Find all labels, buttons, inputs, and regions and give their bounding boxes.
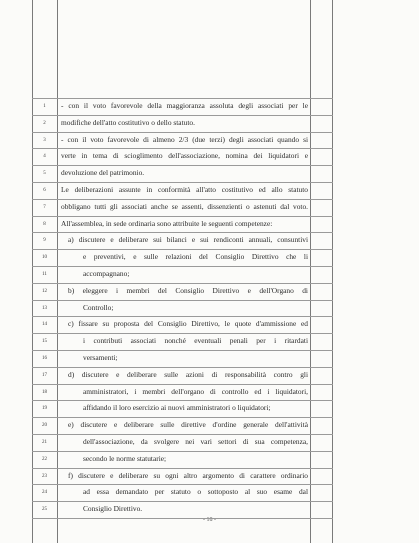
line-row xyxy=(32,434,333,451)
ruled-line xyxy=(32,400,333,401)
ruled-lines xyxy=(32,98,333,518)
line-text: devoluzione del patrimonio. xyxy=(61,168,145,178)
line-row xyxy=(32,367,333,384)
line-text: Le deliberazioni assunte in conformità all'atto costitutivo ed allo statuto xyxy=(61,184,308,194)
line-row xyxy=(32,249,333,266)
line-text: a) discutere e deliberare sui bilanci e sui rendiconti annuali, consuntivi xyxy=(68,235,308,245)
ruled-line xyxy=(32,417,333,418)
line-number: 19 xyxy=(42,406,47,412)
ruled-line xyxy=(32,501,333,502)
ruled-line xyxy=(32,98,333,99)
ruled-line xyxy=(32,333,333,334)
line-text: modifiche dell'atto costitutivo o dello statuto. xyxy=(61,117,195,127)
ruled-line xyxy=(32,518,333,519)
line-row xyxy=(32,232,333,249)
line-number: 16 xyxy=(42,355,47,361)
ruled-line xyxy=(32,182,333,183)
ruled-line xyxy=(32,367,333,368)
line-row xyxy=(32,115,333,132)
line-text: affidando il loro esercizio ai nuovi amministratori o liquidatori; xyxy=(83,403,271,413)
ruled-line xyxy=(32,165,333,166)
line-text: secondo le norme statutarie; xyxy=(83,453,167,463)
line-number: 20 xyxy=(42,423,47,429)
ruled-line xyxy=(32,132,333,133)
line-row xyxy=(32,417,333,434)
line-text: All'assemblea, in sede ordinaria sono attribuite le seguenti competenze: xyxy=(61,218,273,228)
line-number: 9 xyxy=(43,238,46,244)
line-row xyxy=(32,148,333,165)
line-row xyxy=(32,165,333,182)
line-number: 1 xyxy=(43,104,46,109)
line-text: Controllo; xyxy=(83,302,114,312)
line-text: c) fissare su proposta del Consiglio Direttivo, le quote d'ammissione ed xyxy=(68,319,308,329)
line-row xyxy=(32,216,333,233)
line-row xyxy=(32,468,333,485)
line-text: dell'associazione, da svolgere nei vari settori di sua competenza, xyxy=(83,436,308,446)
line-row xyxy=(32,484,333,501)
line-row xyxy=(32,283,333,300)
ruled-line xyxy=(32,148,333,149)
line-text: versamenti; xyxy=(83,352,118,362)
line-row xyxy=(32,501,333,518)
line-text: ad essa demandato per statuto o sottoposto al suo esame dal xyxy=(83,487,308,497)
line-number: 3 xyxy=(43,137,46,143)
ruled-line xyxy=(32,216,333,217)
line-text: e preventivi, e sulle relazioni del Consiglio Direttivo che li xyxy=(83,252,308,262)
line-number: 10 xyxy=(42,255,47,261)
line-number: 24 xyxy=(42,490,47,496)
line-text: Consiglio Direttivo. xyxy=(83,504,143,514)
ruled-line xyxy=(32,300,333,301)
ruled-line xyxy=(32,384,333,385)
line-number: 15 xyxy=(42,339,47,345)
line-row xyxy=(32,132,333,149)
line-number: 23 xyxy=(42,473,47,479)
line-number: 25 xyxy=(42,507,47,513)
line-row xyxy=(32,333,333,350)
ruled-line xyxy=(32,199,333,200)
ruled-line xyxy=(32,316,333,317)
ruled-line xyxy=(32,468,333,469)
line-row xyxy=(32,266,333,283)
ruled-line xyxy=(32,283,333,284)
line-number: 21 xyxy=(42,439,47,445)
line-number: 12 xyxy=(42,288,47,294)
line-number: 7 xyxy=(43,204,46,210)
line-number: 14 xyxy=(42,322,47,328)
line-row xyxy=(32,316,333,333)
line-number: 13 xyxy=(42,305,47,311)
line-text: accompagnano; xyxy=(83,268,130,278)
line-text: d) discutere e deliberare sulle azioni di responsabilità contro gli xyxy=(68,369,308,379)
line-row xyxy=(32,300,333,317)
line-text: - con il voto favorevole della maggioranza assoluta degli associati per le xyxy=(61,101,308,110)
line-text: amministratori, i membri dell'organo di controllo ed i liquidatori, xyxy=(83,386,308,396)
line-number: 5 xyxy=(43,171,46,177)
line-text: b) eleggere i membri del Consiglio Direttivo e dell'Organo di xyxy=(68,285,308,295)
ruled-line xyxy=(32,115,333,116)
line-row xyxy=(32,98,333,115)
ruled-line xyxy=(32,484,333,485)
line-number: 18 xyxy=(42,389,47,395)
line-row xyxy=(32,451,333,468)
ruled-line xyxy=(32,232,333,233)
line-row xyxy=(32,199,333,216)
line-number: 17 xyxy=(42,372,47,378)
ruled-line xyxy=(32,451,333,452)
ruled-line xyxy=(32,434,333,435)
line-number: 22 xyxy=(42,456,47,462)
line-number: 6 xyxy=(43,187,46,193)
line-text: e) discutere e deliberare sulle direttive d'ordine generale dell'attività xyxy=(68,420,308,430)
page-number: - 18 - xyxy=(203,517,216,523)
line-text: i contributi associati nonché eventuali penali per i ritardati xyxy=(83,336,308,346)
ruled-line xyxy=(32,249,333,250)
line-number: 11 xyxy=(42,271,47,277)
line-row xyxy=(32,182,333,199)
line-row xyxy=(32,350,333,367)
line-text: - con il voto favorevole di almeno 2/3 (due terzi) degli associati quando si xyxy=(61,134,308,144)
line-number: 2 xyxy=(43,120,46,126)
line-text: verte in tema di scioglimento dell'associazione, nomina dei liquidatori e xyxy=(61,151,308,161)
ruled-line xyxy=(32,350,333,351)
ruled-line xyxy=(32,266,333,267)
line-row xyxy=(32,384,333,401)
line-text: obbligano tutti gli associati anche se assenti, dissenzienti o astenuti dal voto. xyxy=(61,201,308,211)
line-number: 4 xyxy=(43,154,46,160)
line-row xyxy=(32,400,333,417)
line-number: 8 xyxy=(43,221,46,227)
line-text: f) discutere e deliberare su ogni altro argomento di carattere ordinario xyxy=(68,470,308,480)
